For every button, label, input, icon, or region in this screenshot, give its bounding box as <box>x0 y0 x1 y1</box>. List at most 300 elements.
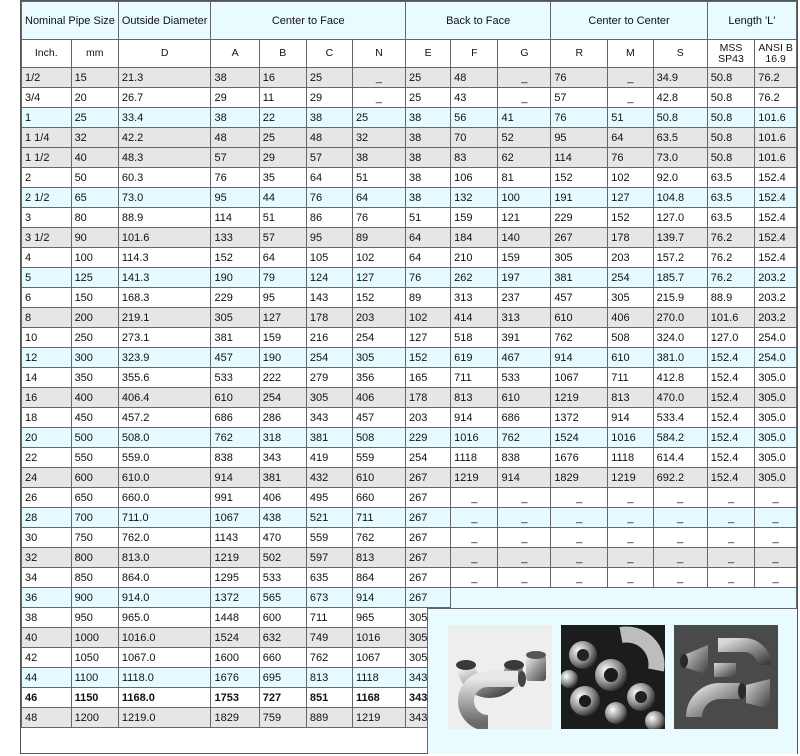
cell-E: 305 <box>406 628 451 648</box>
cell-E: 229 <box>406 428 451 448</box>
pipe-fittings-spec-sheet <box>20 0 798 754</box>
cell-inch: 14 <box>22 368 72 388</box>
cell-F: 313 <box>451 288 498 308</box>
cell-mss: 50.8 <box>707 68 754 88</box>
cell-S: 412.8 <box>653 368 707 388</box>
cell-mss: 63.5 <box>707 168 754 188</box>
cell-A: 838 <box>211 448 259 468</box>
cell-C: 64 <box>306 168 352 188</box>
cell-B: 381 <box>259 468 306 488</box>
cell-E: 165 <box>406 368 451 388</box>
cell-ansi: _ <box>755 528 797 548</box>
cell-ansi: 101.6 <box>755 148 797 168</box>
col-M: M <box>608 40 653 68</box>
cell-R: 76 <box>551 68 608 88</box>
cell-ansi: _ <box>755 488 797 508</box>
cell-mss: 152.4 <box>707 368 754 388</box>
cell-N: 559 <box>352 448 405 468</box>
cell-inch: 6 <box>22 288 72 308</box>
cell-A: 76 <box>211 168 259 188</box>
cell-E: 267 <box>406 548 451 568</box>
cell-N: _ <box>352 68 405 88</box>
cell-G: 41 <box>498 108 551 128</box>
cell-E: 267 <box>406 488 451 508</box>
cell-M: _ <box>608 568 653 588</box>
cell-F: 210 <box>451 248 498 268</box>
cell-ansi: 254.0 <box>755 348 797 368</box>
table-row <box>22 468 797 488</box>
cell-inch: 3 <box>22 208 72 228</box>
cell-D: 508.0 <box>118 428 211 448</box>
cell-C: 762 <box>306 648 352 668</box>
col-E: E <box>406 40 451 68</box>
cell-N: 965 <box>352 608 405 628</box>
cell-N: 864 <box>352 568 405 588</box>
cell-inch: 44 <box>22 668 72 688</box>
cell-C: 521 <box>306 508 352 528</box>
cell-mm: 80 <box>71 208 118 228</box>
back-to-face-header: Back to Face <box>406 2 551 40</box>
cell-G: 391 <box>498 328 551 348</box>
cell-mss: _ <box>707 508 754 528</box>
cell-E: 38 <box>406 128 451 148</box>
cell-M: 1219 <box>608 468 653 488</box>
cell-mm: 100 <box>71 248 118 268</box>
cell-R: _ <box>551 488 608 508</box>
cell-C: 86 <box>306 208 352 228</box>
table-row <box>22 488 797 508</box>
col-F: F <box>451 40 498 68</box>
cell-C: 305 <box>306 388 352 408</box>
cell-F: _ <box>451 568 498 588</box>
cell-S: _ <box>653 508 707 528</box>
cell-G: 52 <box>498 128 551 148</box>
cell-S: 584.2 <box>653 428 707 448</box>
cell-S: 185.7 <box>653 268 707 288</box>
cell-E: 343 <box>406 708 451 728</box>
cell-mm: 300 <box>71 348 118 368</box>
cell-R: 267 <box>551 228 608 248</box>
cell-N: 127 <box>352 268 405 288</box>
cell-mss: 152.4 <box>707 428 754 448</box>
cell-F: 43 <box>451 88 498 108</box>
cell-B: 79 <box>259 268 306 288</box>
cell-ansi: 101.6 <box>755 108 797 128</box>
cell-N: 1067 <box>352 648 405 668</box>
table-row <box>22 368 797 388</box>
cell-D: 168.3 <box>118 288 211 308</box>
cell-N: 152 <box>352 288 405 308</box>
cell-C: 749 <box>306 628 352 648</box>
cell-S: 470.0 <box>653 388 707 408</box>
cell-N: 813 <box>352 548 405 568</box>
cell-B: 190 <box>259 348 306 368</box>
cell-mm: 40 <box>71 148 118 168</box>
cell-R: 1524 <box>551 428 608 448</box>
table-row <box>22 408 797 428</box>
table-row <box>22 188 797 208</box>
cell-mm: 1200 <box>71 708 118 728</box>
cell-F: 619 <box>451 348 498 368</box>
cell-G: _ <box>498 88 551 108</box>
cell-R: 381 <box>551 268 608 288</box>
cell-B: 25 <box>259 128 306 148</box>
cell-R: 305 <box>551 248 608 268</box>
cell-R: 191 <box>551 188 608 208</box>
cell-E: 64 <box>406 248 451 268</box>
cell-A: 381 <box>211 328 259 348</box>
cell-inch: 2 1/2 <box>22 188 72 208</box>
cell-M: _ <box>608 528 653 548</box>
cell-N: 89 <box>352 228 405 248</box>
cell-C: 279 <box>306 368 352 388</box>
table-row <box>22 448 797 468</box>
cell-B: 16 <box>259 68 306 88</box>
cell-A: 1295 <box>211 568 259 588</box>
cell-mm: 1150 <box>71 688 118 708</box>
cell-R: 95 <box>551 128 608 148</box>
cell-inch: 1 1/4 <box>22 128 72 148</box>
cell-mm: 50 <box>71 168 118 188</box>
cell-B: 222 <box>259 368 306 388</box>
cell-D: 48.3 <box>118 148 211 168</box>
cell-G: 914 <box>498 468 551 488</box>
cell-mm: 400 <box>71 388 118 408</box>
cell-N: 1118 <box>352 668 405 688</box>
cell-mm: 15 <box>71 68 118 88</box>
cell-C: 25 <box>306 68 352 88</box>
cell-D: 711.0 <box>118 508 211 528</box>
cell-inch: 16 <box>22 388 72 408</box>
cell-N: 1168 <box>352 688 405 708</box>
cell-S: _ <box>653 528 707 548</box>
cell-mm: 500 <box>71 428 118 448</box>
cell-A: 48 <box>211 128 259 148</box>
cell-E: 267 <box>406 528 451 548</box>
cell-A: 1372 <box>211 588 259 608</box>
cell-mss: 152.4 <box>707 408 754 428</box>
outside-diameter-header: Outside Diameter <box>118 2 211 40</box>
cell-mm: 900 <box>71 588 118 608</box>
cell-C: 178 <box>306 308 352 328</box>
cell-mm: 250 <box>71 328 118 348</box>
cell-A: 1753 <box>211 688 259 708</box>
cell-mm: 1000 <box>71 628 118 648</box>
cell-C: 254 <box>306 348 352 368</box>
cell-A: 686 <box>211 408 259 428</box>
table-row <box>22 108 797 128</box>
cell-D: 864.0 <box>118 568 211 588</box>
cell-F: 1016 <box>451 428 498 448</box>
table-row <box>22 288 797 308</box>
cell-R: 1676 <box>551 448 608 468</box>
cell-M: 102 <box>608 168 653 188</box>
cell-C: 813 <box>306 668 352 688</box>
cell-S: _ <box>653 568 707 588</box>
cell-A: 610 <box>211 388 259 408</box>
cell-A: 1067 <box>211 508 259 528</box>
table-row <box>22 208 797 228</box>
cell-mss: 63.5 <box>707 208 754 228</box>
cell-E: 343 <box>406 668 451 688</box>
cell-G: 140 <box>498 228 551 248</box>
cell-F: _ <box>451 508 498 528</box>
cell-M: 813 <box>608 388 653 408</box>
cell-S: 34.9 <box>653 68 707 88</box>
cell-inch: 1/2 <box>22 68 72 88</box>
cell-R: 457 <box>551 288 608 308</box>
cell-B: 438 <box>259 508 306 528</box>
cell-N: 1219 <box>352 708 405 728</box>
cell-S: 324.0 <box>653 328 707 348</box>
cell-G: 686 <box>498 408 551 428</box>
cell-M: _ <box>608 88 653 108</box>
cell-E: 38 <box>406 188 451 208</box>
cell-E: 102 <box>406 308 451 328</box>
cell-inch: 36 <box>22 588 72 608</box>
table-row <box>22 68 797 88</box>
cell-B: 286 <box>259 408 306 428</box>
cell-F: _ <box>451 528 498 548</box>
cell-F: 159 <box>451 208 498 228</box>
cell-mss: 76.2 <box>707 228 754 248</box>
cell-ansi: 305.0 <box>755 428 797 448</box>
table-row <box>22 588 797 608</box>
cell-inch: 3 1/2 <box>22 228 72 248</box>
cell-R: 610 <box>551 308 608 328</box>
cell-A: 38 <box>211 68 259 88</box>
cell-R: _ <box>551 528 608 548</box>
cell-A: 57 <box>211 148 259 168</box>
cell-mm: 32 <box>71 128 118 148</box>
cell-G: 610 <box>498 388 551 408</box>
cell-N: 356 <box>352 368 405 388</box>
cell-mss: 127.0 <box>707 328 754 348</box>
cell-N: 1016 <box>352 628 405 648</box>
cell-F: 262 <box>451 268 498 288</box>
cell-F: 813 <box>451 388 498 408</box>
cell-D: 101.6 <box>118 228 211 248</box>
cell-B: 11 <box>259 88 306 108</box>
cell-D: 1067.0 <box>118 648 211 668</box>
cell-D: 60.3 <box>118 168 211 188</box>
cell-N: _ <box>352 88 405 108</box>
cell-B: 600 <box>259 608 306 628</box>
cell-E: 152 <box>406 348 451 368</box>
cell-mss: 152.4 <box>707 468 754 488</box>
cell-S: 215.9 <box>653 288 707 308</box>
cell-E: 25 <box>406 88 451 108</box>
cell-mm: 850 <box>71 568 118 588</box>
cell-C: 597 <box>306 548 352 568</box>
cell-F: 414 <box>451 308 498 328</box>
cell-N: 102 <box>352 248 405 268</box>
cell-mm: 750 <box>71 528 118 548</box>
cell-M: 914 <box>608 408 653 428</box>
cell-inch: 2 <box>22 168 72 188</box>
length-l-header: Length 'L' <box>707 2 796 40</box>
cell-G: 62 <box>498 148 551 168</box>
cell-ansi: 152.4 <box>755 208 797 228</box>
column-header-row <box>22 40 797 68</box>
cell-mm: 700 <box>71 508 118 528</box>
cell-E: 38 <box>406 108 451 128</box>
cell-B: 695 <box>259 668 306 688</box>
cell-mss: 152.4 <box>707 448 754 468</box>
cell-R: 229 <box>551 208 608 228</box>
cell-ansi: 101.6 <box>755 128 797 148</box>
cell-D: 1219.0 <box>118 708 211 728</box>
col-ansi-b169: ANSI B 16.9 <box>755 40 797 68</box>
table-row <box>22 228 797 248</box>
cell-ansi: 305.0 <box>755 468 797 488</box>
cell-inch: 22 <box>22 448 72 468</box>
cell-B: 406 <box>259 488 306 508</box>
cell-A: 457 <box>211 348 259 368</box>
cell-F: 48 <box>451 68 498 88</box>
cell-inch: 8 <box>22 308 72 328</box>
cell-E: 267 <box>406 588 451 608</box>
cell-ansi: _ <box>755 548 797 568</box>
cell-F: 132 <box>451 188 498 208</box>
cell-E: 64 <box>406 228 451 248</box>
table-row <box>22 548 797 568</box>
cell-mss: _ <box>707 488 754 508</box>
nominal-pipe-size-header: Nominal Pipe Size <box>22 2 119 40</box>
cell-F: 56 <box>451 108 498 128</box>
cell-D: 762.0 <box>118 528 211 548</box>
cell-E: 305 <box>406 648 451 668</box>
cell-inch: 42 <box>22 648 72 668</box>
cell-F: 83 <box>451 148 498 168</box>
cell-ansi: 305.0 <box>755 408 797 428</box>
cell-mm: 25 <box>71 108 118 128</box>
cell-M: 51 <box>608 108 653 128</box>
cell-G: _ <box>498 68 551 88</box>
cell-B: 22 <box>259 108 306 128</box>
cell-ansi: 305.0 <box>755 368 797 388</box>
cell-E: 38 <box>406 148 451 168</box>
cell-N: 914 <box>352 588 405 608</box>
cell-inch: 10 <box>22 328 72 348</box>
photo-elbows-reducers <box>674 625 778 729</box>
cell-A: 1143 <box>211 528 259 548</box>
table-row <box>22 248 797 268</box>
cell-inch: 34 <box>22 568 72 588</box>
cell-M: _ <box>608 488 653 508</box>
center-to-center-header: Center to Center <box>551 2 707 40</box>
cell-C: 95 <box>306 228 352 248</box>
cell-D: 457.2 <box>118 408 211 428</box>
table-row <box>22 148 797 168</box>
cell-F: _ <box>451 488 498 508</box>
cell-R: 1067 <box>551 368 608 388</box>
cell-E: 89 <box>406 288 451 308</box>
cell-C: 495 <box>306 488 352 508</box>
cell-mm: 65 <box>71 188 118 208</box>
cell-M: 406 <box>608 308 653 328</box>
center-to-face-header: Center to Face <box>211 2 406 40</box>
cell-ansi: 254.0 <box>755 328 797 348</box>
cell-G: 467 <box>498 348 551 368</box>
cell-inch: 32 <box>22 548 72 568</box>
cell-B: 470 <box>259 528 306 548</box>
cell-B: 29 <box>259 148 306 168</box>
cell-C: 635 <box>306 568 352 588</box>
cell-D: 965.0 <box>118 608 211 628</box>
cell-E: 51 <box>406 208 451 228</box>
cell-inch: 4 <box>22 248 72 268</box>
table-row <box>22 388 797 408</box>
cell-D: 1118.0 <box>118 668 211 688</box>
cell-D: 914.0 <box>118 588 211 608</box>
cell-F: 70 <box>451 128 498 148</box>
cell-B: 318 <box>259 428 306 448</box>
cell-A: 305 <box>211 308 259 328</box>
col-mm: mm <box>71 40 118 68</box>
cell-B: 727 <box>259 688 306 708</box>
cell-inch: 38 <box>22 608 72 628</box>
table-row <box>22 308 797 328</box>
cell-A: 38 <box>211 108 259 128</box>
cell-S: _ <box>653 488 707 508</box>
cell-G: 100 <box>498 188 551 208</box>
cell-A: 1524 <box>211 628 259 648</box>
col-inch: Inch. <box>22 40 72 68</box>
cell-mm: 90 <box>71 228 118 248</box>
cell-A: 29 <box>211 88 259 108</box>
cell-E: 267 <box>406 568 451 588</box>
cell-M: 203 <box>608 248 653 268</box>
cell-A: 1600 <box>211 648 259 668</box>
cell-A: 533 <box>211 368 259 388</box>
cell-E: 267 <box>406 508 451 528</box>
cell-mss: _ <box>707 548 754 568</box>
cell-G: 838 <box>498 448 551 468</box>
cell-R: 914 <box>551 348 608 368</box>
cell-C: 48 <box>306 128 352 148</box>
col-R: R <box>551 40 608 68</box>
cell-N: 25 <box>352 108 405 128</box>
cell-G: _ <box>498 548 551 568</box>
cell-D: 21.3 <box>118 68 211 88</box>
cell-mss: 152.4 <box>707 348 754 368</box>
cell-inch: 12 <box>22 348 72 368</box>
table-row <box>22 268 797 288</box>
cell-N: 762 <box>352 528 405 548</box>
cell-D: 88.9 <box>118 208 211 228</box>
cell-mss: _ <box>707 568 754 588</box>
product-photos-panel <box>427 608 797 754</box>
cell-G: 197 <box>498 268 551 288</box>
cell-F: _ <box>451 548 498 568</box>
cell-mm: 550 <box>71 448 118 468</box>
cell-N: 254 <box>352 328 405 348</box>
cell-S: 270.0 <box>653 308 707 328</box>
cell-E: 203 <box>406 408 451 428</box>
table-row <box>22 88 797 108</box>
col-mss-sp43: MSS SP43 <box>707 40 754 68</box>
cell-C: 38 <box>306 108 352 128</box>
cell-G: _ <box>498 488 551 508</box>
cell-S: 614.4 <box>653 448 707 468</box>
cell-M: 1118 <box>608 448 653 468</box>
table-row <box>22 568 797 588</box>
cell-R: 76 <box>551 108 608 128</box>
cell-mss: 50.8 <box>707 88 754 108</box>
cell-B: 502 <box>259 548 306 568</box>
cell-E: 127 <box>406 328 451 348</box>
